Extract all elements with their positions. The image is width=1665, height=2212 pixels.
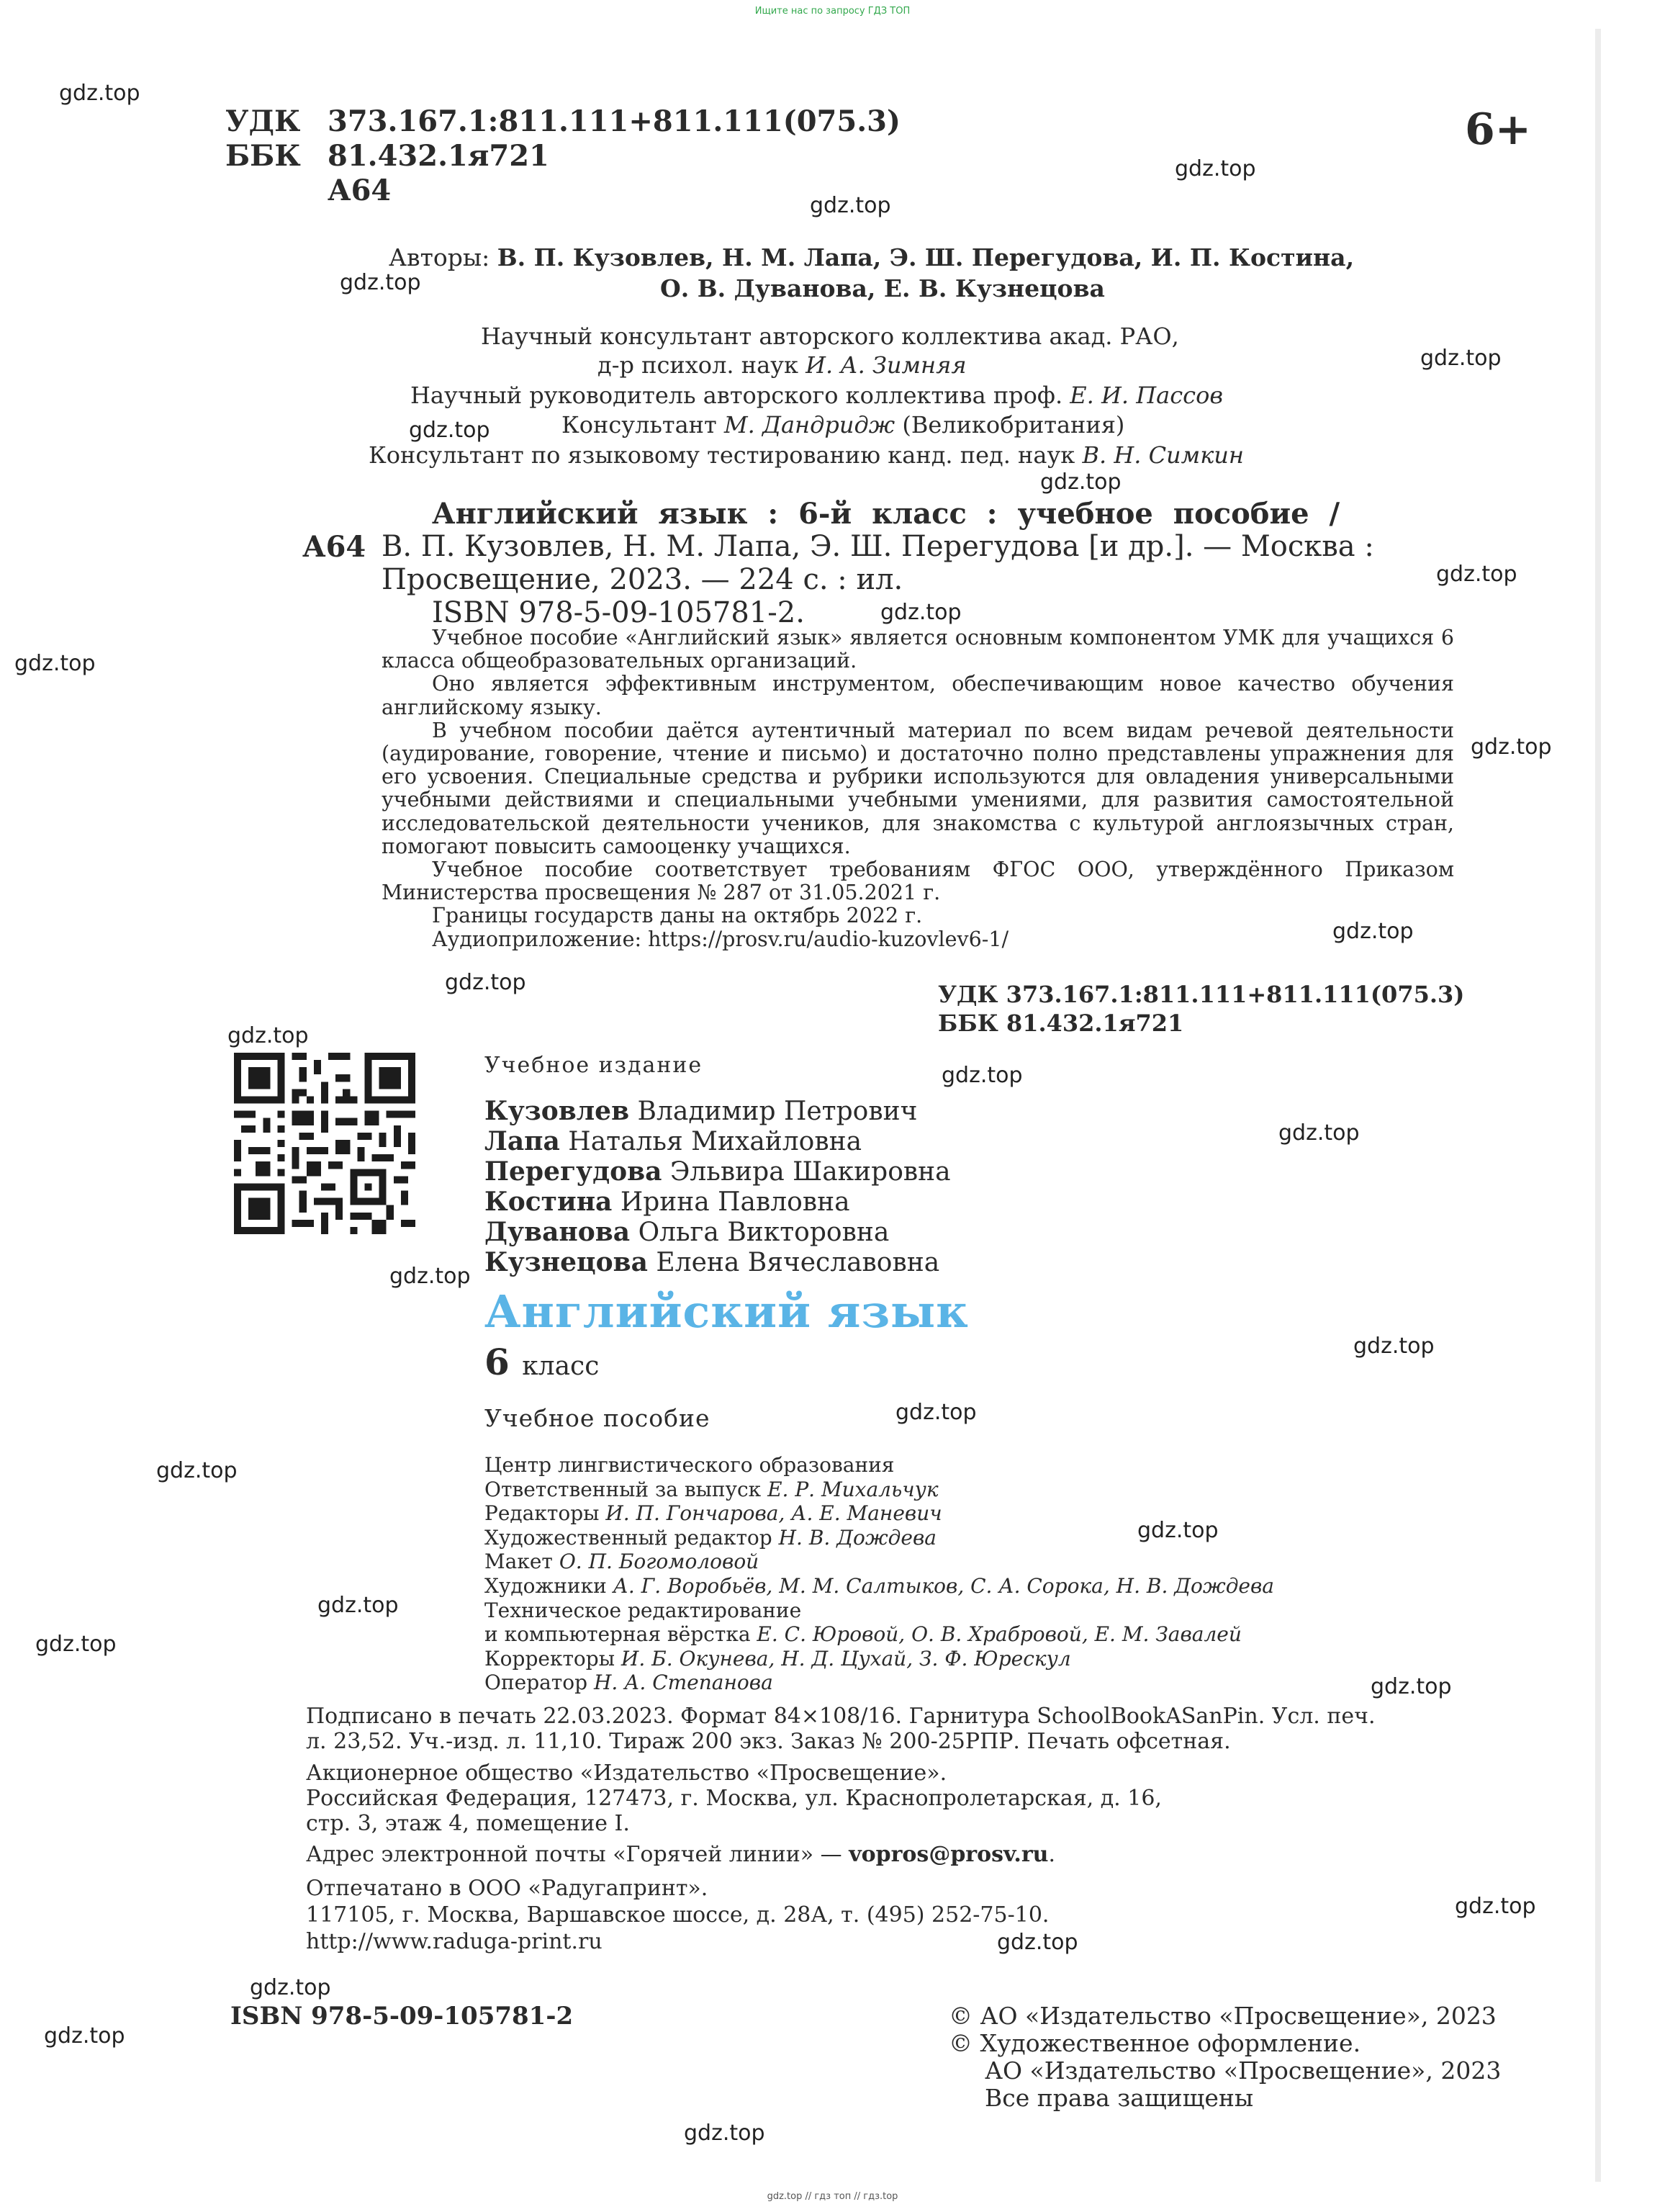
staff-line: и компьютерная вёрстка Е. С. Юровой, О. В. Храбровой, Е. М. Завалей bbox=[484, 1622, 1242, 1647]
biblio-mark-text: А64 bbox=[302, 530, 366, 564]
copyright-line-4: Все права защищены bbox=[985, 2084, 1254, 2112]
person-name: Эльвира Шакировна bbox=[669, 1157, 951, 1187]
annotation-paragraph: Оно является эффективным инструментом, обеспечивающим новое качество обучения английскому языку. bbox=[382, 672, 1454, 719]
watermark: gdz.top bbox=[880, 600, 962, 625]
watermark: gdz.top bbox=[445, 970, 526, 995]
imprint-website[interactable]: http://www.raduga-print.ru bbox=[306, 1929, 603, 1954]
biblio-isbn: ISBN 978-5-09-105781-2. bbox=[432, 596, 805, 629]
credit-name: В. Н. Симкин bbox=[1082, 441, 1244, 469]
imprint-publisher-3: стр. 3, этаж 4, помещение I. bbox=[306, 1811, 630, 1836]
credit-text: Научный руководитель авторского коллектива проф. bbox=[410, 382, 1063, 409]
watermark: gdz.top bbox=[250, 1975, 331, 2000]
credit-text: Научный консультант авторского коллектива акад. РАО, bbox=[481, 323, 1179, 350]
credit-name: И. А. Зимняя bbox=[806, 351, 967, 379]
authors-names-1: В. П. Кузовлев, Н. М. Лапа, Э. Ш. Перегудова, И. П. Костина, bbox=[497, 243, 1355, 271]
watermark: gdz.top bbox=[810, 193, 891, 218]
page-edge bbox=[1595, 29, 1601, 2182]
credit-text: Консультант bbox=[561, 411, 717, 439]
biblio-title: Английский язык : 6-й класс : учебное пособие / bbox=[432, 497, 1340, 531]
watermark: gdz.top bbox=[14, 651, 96, 676]
watermark: gdz.top bbox=[1455, 1894, 1536, 1919]
watermark: gdz.top bbox=[942, 1063, 1023, 1088]
authors-line-2 bbox=[660, 274, 1105, 302]
watermark: gdz.top bbox=[340, 270, 421, 295]
top-banner: Ищите нас по запросу ГДЗ ТОП bbox=[754, 6, 911, 17]
watermark: gdz.top bbox=[895, 1400, 977, 1425]
credit-line-4 bbox=[561, 411, 1124, 439]
person-line bbox=[484, 1156, 951, 1187]
udk-label: УДК bbox=[225, 104, 301, 138]
watermark: gdz.top bbox=[1175, 156, 1256, 181]
annotation-paragraph: Границы государств даны на октябрь 2022 г. bbox=[432, 904, 923, 928]
watermark: gdz.top bbox=[409, 418, 490, 443]
person-line bbox=[484, 1187, 850, 1217]
staff-line: Техническое редактирование bbox=[484, 1598, 802, 1622]
person-line bbox=[484, 1096, 917, 1126]
annotation bbox=[382, 626, 1454, 951]
credit-after: (Великобритания) bbox=[902, 411, 1125, 439]
watermark: gdz.top bbox=[1436, 562, 1517, 587]
book-type: Учебное пособие bbox=[484, 1404, 710, 1432]
authors-label: Авторы: bbox=[389, 243, 490, 271]
person-surname: Кузовлев bbox=[484, 1096, 630, 1126]
watermark: gdz.top bbox=[1332, 919, 1414, 944]
watermark: gdz.top bbox=[1371, 1674, 1452, 1699]
watermark: gdz.top bbox=[35, 1632, 117, 1657]
staff-line: Корректоры И. Б. Окунева, Н. Д. Цухай, З. Ф. Юрескул bbox=[484, 1646, 1071, 1671]
person-surname: Лапа bbox=[484, 1126, 560, 1156]
staff-line: Макет О. П. Богомоловой bbox=[484, 1550, 759, 1574]
watermark: gdz.top bbox=[44, 2023, 125, 2049]
watermark: gdz.top bbox=[1353, 1334, 1435, 1359]
person-surname: Костина bbox=[484, 1187, 613, 1217]
bbk-bottom: ББК 81.432.1я721 bbox=[938, 1010, 1184, 1037]
bbk-label: ББК bbox=[225, 139, 301, 173]
imprint-printed-1: Отпечатано в ООО «Радугапринт». bbox=[306, 1876, 708, 1901]
credit-text: Консультант по языковому тестированию канд. пед. наук bbox=[369, 441, 1075, 469]
watermark: gdz.top bbox=[59, 81, 140, 106]
authors-names-2: О. В. Дуванова, Е. В. Кузнецова bbox=[660, 274, 1105, 302]
copyright-line-3: АО «Издательство «Просвещение», 2023 bbox=[985, 2056, 1502, 2085]
biblio-mark bbox=[302, 530, 366, 564]
watermark: gdz.top bbox=[1137, 1518, 1219, 1543]
person-name: Наталья Михайловна bbox=[568, 1127, 862, 1156]
email-end: . bbox=[1048, 1842, 1056, 1867]
credit-name: М. Дандридж bbox=[723, 411, 895, 439]
watermark: gdz.top bbox=[1278, 1120, 1360, 1146]
imprint-publisher-1: Акционерное общество «Издательство «Просвещение». bbox=[306, 1761, 947, 1786]
annotation-paragraph: Аудиоприложение: https://prosv.ru/audio-kuzovlev6-1/ bbox=[432, 927, 1009, 951]
book-title: Английский язык bbox=[484, 1285, 969, 1338]
imprint-signed-1: Подписано в печать 22.03.2023. Формат 84×108/16. Гарнитура SchoolBookASanPin. Усл. печ. bbox=[306, 1704, 1376, 1729]
person-surname: Кузнецова bbox=[484, 1247, 648, 1277]
staff-line: Центр лингвистического образования bbox=[484, 1453, 895, 1477]
watermark: gdz.top bbox=[227, 1023, 309, 1048]
watermark: gdz.top bbox=[1471, 734, 1552, 760]
credit-line-5 bbox=[369, 441, 1244, 469]
copyright-line-1: © АО «Издательство «Просвещение», 2023 bbox=[949, 2002, 1497, 2030]
isbn-bottom: ISBN 978-5-09-105781-2 bbox=[230, 2002, 574, 2031]
person-name: Ирина Павловна bbox=[620, 1187, 850, 1217]
credit-line-2 bbox=[597, 351, 967, 379]
biblio-line-3: Просвещение, 2023. — 224 с. : ил. bbox=[382, 563, 903, 596]
bottom-banner: gdz.top // гдз топ // гдз.top bbox=[767, 2191, 898, 2202]
grade bbox=[484, 1341, 599, 1383]
edition-label: Учебное издание bbox=[484, 1053, 703, 1078]
watermark: gdz.top bbox=[317, 1593, 399, 1618]
person-line bbox=[484, 1217, 889, 1247]
annotation-paragraph: Учебное пособие соответствует требованиям ФГОС ООО, утверждённого Приказом Министерства просвещения № 287 от 31.05.2021 г. bbox=[382, 858, 1454, 905]
watermark: gdz.top bbox=[684, 2121, 765, 2146]
person-surname: Дуванова bbox=[484, 1217, 631, 1247]
biblio-line-2: В. П. Кузовлев, Н. М. Лапа, Э. Ш. Перегудова [и др.]. — Москва : bbox=[382, 530, 1374, 563]
annotation-paragraph: Учебное пособие «Английский язык» является основным компонентом УМК для учащихся 6 класса общеобразовательных организаций. bbox=[382, 626, 1454, 673]
udk-bottom: УДК 373.167.1:811.111+811.111(075.3) bbox=[938, 981, 1465, 1008]
age-rating: 6+ bbox=[1465, 104, 1532, 155]
credit-text: д-р психол. наук bbox=[597, 351, 798, 379]
person-surname: Перегудова bbox=[484, 1156, 662, 1187]
imprint-publisher-2: Российская Федерация, 127473, г. Москва, ул. Краснопролетарская, д. 16, bbox=[306, 1786, 1162, 1811]
watermark: gdz.top bbox=[389, 1264, 471, 1289]
person-name: Ольга Викторовна bbox=[638, 1218, 890, 1247]
grade-number: 6 bbox=[484, 1341, 510, 1383]
person-line bbox=[484, 1247, 939, 1277]
person-name: Владимир Петрович bbox=[637, 1097, 918, 1126]
biblio-title-line bbox=[432, 497, 1340, 531]
bbk-value: 81.432.1я721 bbox=[328, 139, 549, 173]
author-mark: А64 bbox=[328, 174, 392, 207]
grade-word: класс bbox=[522, 1352, 600, 1381]
annotation-paragraph: В учебном пособии даётся аутентичный материал по всем видам речевой деятельности (аудирование, говорение, чтение и письмо) и достаточно полно представлены упражнения для его усвоения. Специальные средства и рубрики используются для овладения универсальными учебными действиями и специальными учебными умениями, для развития самостоятельной исследовательской деятельности учеников, для знакомства с культурой англоязычных стран, помогают повысить самооценку учащихся. bbox=[382, 718, 1454, 858]
person-name: Елена Вячеславовна bbox=[656, 1248, 940, 1277]
imprint-email-line bbox=[306, 1842, 1055, 1867]
email-link[interactable]: vopros@prosv.ru bbox=[849, 1842, 1049, 1867]
staff-line: Художественный редактор Н. В. Дождева bbox=[484, 1525, 937, 1550]
watermark: gdz.top bbox=[156, 1458, 238, 1483]
person-line bbox=[484, 1126, 862, 1156]
udk-value: 373.167.1:811.111+811.111(075.3) bbox=[328, 104, 901, 138]
email-label: Адрес электронной почты «Горячей линии» — bbox=[306, 1842, 842, 1867]
authors-line-1 bbox=[389, 243, 1354, 271]
staff-line: Оператор Н. А. Степанова bbox=[484, 1671, 773, 1695]
staff-list bbox=[484, 1453, 1274, 1695]
watermark: gdz.top bbox=[1420, 346, 1502, 371]
watermark: gdz.top bbox=[997, 1930, 1078, 1955]
watermark: gdz.top bbox=[1040, 469, 1122, 495]
staff-line: Художники А. Г. Воробьёв, М. М. Салтыков, С. А. Сорока, Н. В. Дождева bbox=[484, 1573, 1274, 1598]
copyright-line-2: © Художественное оформление. bbox=[949, 2029, 1361, 2057]
credit-name: Е. И. Пассов bbox=[1070, 382, 1223, 409]
qr-code bbox=[234, 1053, 415, 1234]
credit-line-1 bbox=[481, 323, 1179, 350]
staff-line: Редакторы И. П. Гончарова, А. Е. Маневич bbox=[484, 1501, 942, 1526]
imprint-signed-2: л. 23,52. Уч.-изд. л. 11,10. Тираж 200 экз. Заказ № 200-25РПР. Печать офсетная. bbox=[306, 1729, 1231, 1754]
staff-line: Ответственный за выпуск Е. Р. Михальчук bbox=[484, 1477, 939, 1501]
imprint-printed-2: 117105, г. Москва, Варшавское шоссе, д. 28А, т. (495) 252-75-10. bbox=[306, 1902, 1050, 1928]
credit-line-3 bbox=[410, 382, 1223, 409]
